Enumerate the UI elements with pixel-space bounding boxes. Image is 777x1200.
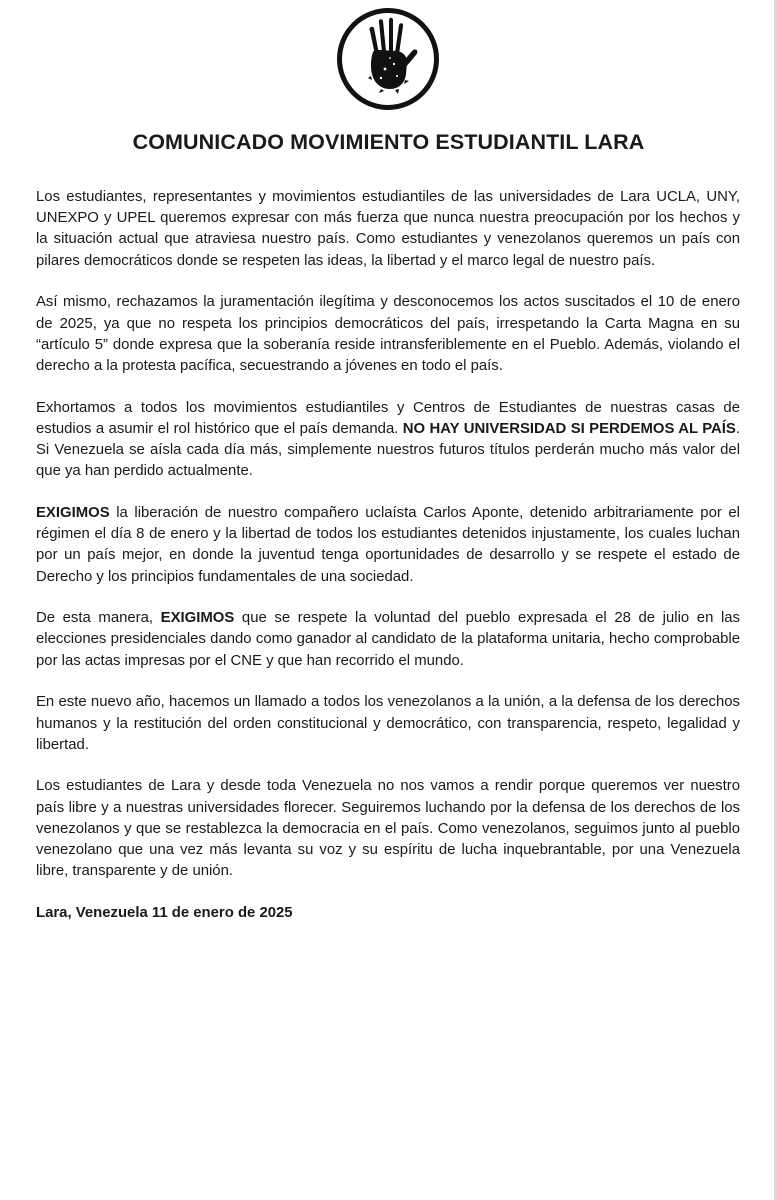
paragraph-text: que se respete la voluntad del pueblo expresada el 28 de julio en las elecciones presidenciales dando como ganador al candidato de la plataforma unitaria, hecho comprobable por las actas impresas por el CNE y que han recorrido el mundo. (36, 610, 741, 669)
document-title: COMUNICADO MOVIMIENTO ESTUDIANTIL LARA (132, 130, 645, 154)
paragraph-text: Los estudiantes, representantes y movimientos estudiantiles de las universidades de Lara UCLA, UNY, UNEXPO y UPEL queremos expresar con más fuerza que nunca nuestra preocupación por los hechos y la situación actual que atraviesa nuestro país. Como estudiantes y venezolanos queremos un país con pilares democráticos donde se respeten las ideas, la libertad y el marco legal de nuestro país. (36, 189, 740, 269)
paragraph-7 (36, 776, 740, 882)
document-body (36, 187, 740, 924)
bold-exigimos: EXIGIMOS (36, 504, 110, 521)
handprint-logo-icon (335, 6, 441, 112)
paragraph-text: Los estudiantes de Lara y desde toda Venezuela no nos vamos a rendir porque queremos ver nuestro país libre y a nuestras universidades florecer. Seguiremos luchando por la defensa de los derechos de los venezolanos y que se restablezca la democracia en el país. Como venezolanos, seguimos junto al pueblo venezolano que una vez más levanta su voz y su espíritu de lucha inquebrantable, por una Venezuela libre, transparente y de unión. (36, 778, 740, 880)
paragraph-text: En este nuevo año, hacemos un llamado a todos los venezolanos a la unión, a la defensa de los derechos humanos y la restitución del orden constitucional y democrático, con transparencia, respeto, legalidad y libertad. (36, 694, 740, 753)
paragraph-5 (36, 608, 740, 672)
paragraph-3 (36, 398, 740, 483)
paragraph-text: De esta manera, (36, 610, 161, 627)
paragraph-text: Exhortamos a todos los movimientos estudiantiles y Centros de Estudiantes de nuestras casas de estudios a asumir el rol histórico que el país demanda. (36, 399, 740, 437)
paragraph-1 (36, 187, 740, 272)
paragraph-text: la liberación de nuestro compañero uclaísta Carlos Aponte, detenido arbitrariamente por el régimen el día 8 de enero y la libertad de todos los estudiantes detenidos injustamente, los cuales luchan por un país mejor, en donde la juventud tenga oportunidades de desarrollo y se respete el estado de Derecho y los principios fundamentales de una sociedad. (36, 504, 740, 585)
bold-slogan: NO HAY UNIVERSIDAD SI PERDEMOS AL PAÍS (402, 420, 736, 437)
paragraph-4 (36, 503, 740, 588)
paragraph-2 (36, 292, 740, 377)
bold-exigimos: EXIGIMOS (160, 610, 235, 627)
paragraph-text: . Si Venezuela se aísla cada día más, simplemente nuestros futuros títulos perderán mucho más valor del que ya han perdido actualmente. (36, 420, 740, 480)
signature-line: Lara, Venezuela 11 de enero de 2025 (36, 904, 293, 921)
paragraph-text: Así mismo, rechazamos la juramentación ilegítima y desconocemos los actos suscitados el 10 de enero de 2025, ya que no respeta los principios democráticos del país, irrespetando la Carta Magna en su “artículo 5” donde expresa que la soberanía reside intransferiblemente en el Pueblo. Además, violando el derecho a la protesta pacífica, secuestrando a jóvenes en todo el país. (36, 294, 740, 374)
paragraph-6 (36, 692, 740, 756)
